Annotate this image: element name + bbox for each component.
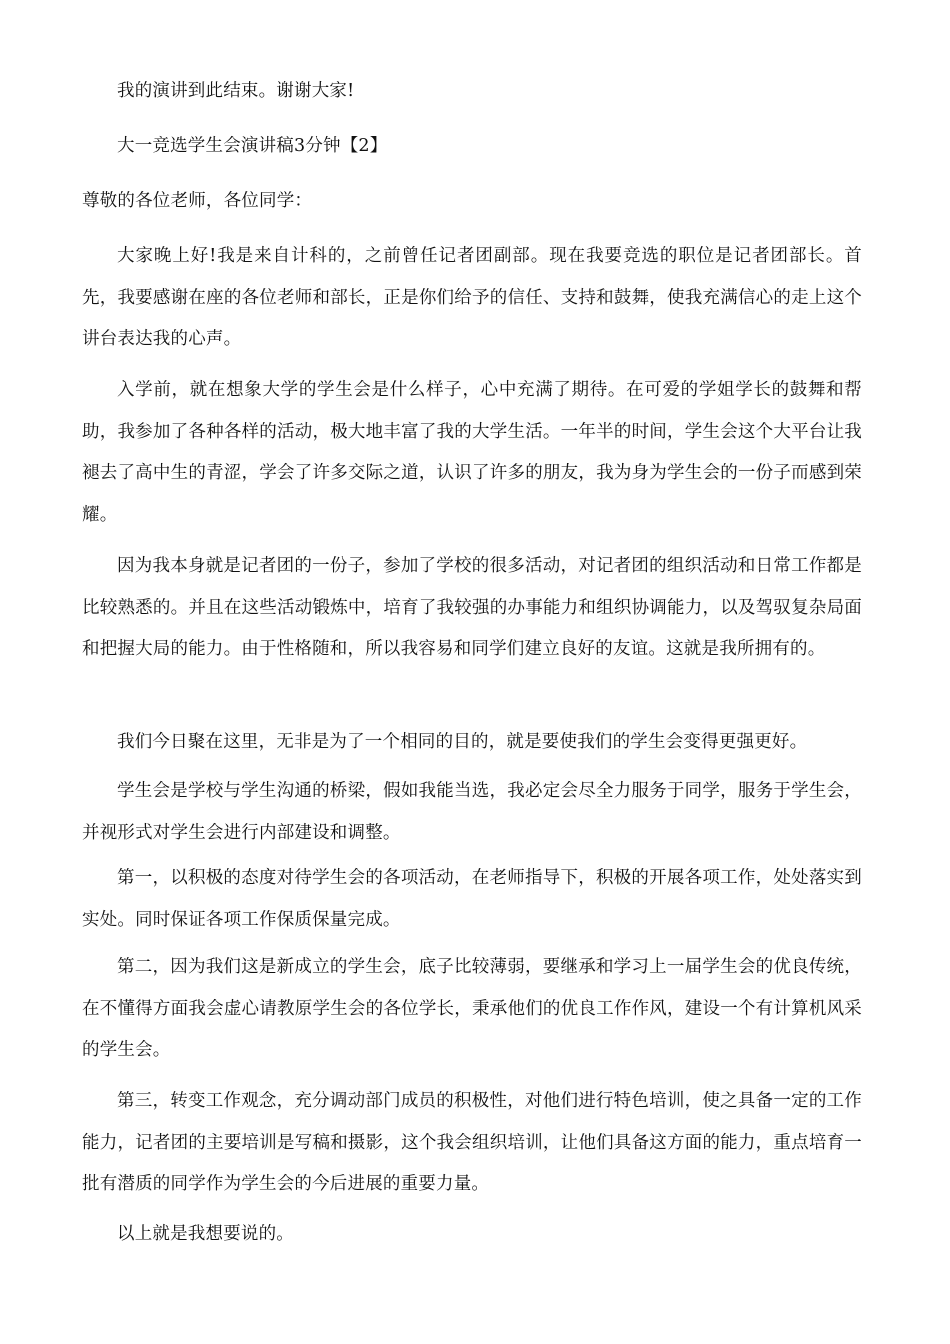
body-paragraph: 大家晚上好!我是来自计科的，之前曾任记者团副部。现在我要竞选的职位是记者团部长。首先，我要感谢在座的各位老师和部长，正是你们给予的信任、支持和鼓舞，使我充满信心的走上这个讲台表达我的心声。	[82, 246, 862, 349]
body-paragraph: 第三，转变工作观念，充分调动部门成员的积极性，对他们进行特色培训，使之具备一定的工作能力，记者团的主要培训是写稿和摄影，这个我会组织培训，让他们具备这方面的能力，重点培育一批有潜质的同学作为学生会的今后进展的重要力量。	[82, 1091, 862, 1194]
body-paragraph: 我们今日聚在这里，无非是为了一个相同的目的，就是要使我们的学生会变得更强更好。	[117, 732, 808, 752]
closing-paragraph: 以上就是我想要说的。	[117, 1224, 294, 1244]
body-paragraph: 因为我本身就是记者团的一份子，参加了学校的很多活动，对记者团的组织活动和日常工作都是比较熟悉的。并且在这些活动锻炼中，培育了我较强的办事能力和组织协调能力，以及驾驭复杂局面和把握大局的能力。由于性格随和，所以我容易和同学们建立良好的友谊。这就是我所拥有的。	[82, 556, 862, 659]
body-paragraph: 学生会是学校与学生沟通的桥梁，假如我能当选，我必定会尽全力服务于同学，服务于学生会，并视形式对学生会进行内部建设和调整。	[82, 781, 862, 843]
body-paragraph: 第一，以积极的态度对待学生会的各项活动，在老师指导下，积极的开展各项工作，处处落实到实处。同时保证各项工作保质保量完成。	[82, 868, 862, 930]
closing-sentence: 我的演讲到此结束。谢谢大家!	[117, 81, 355, 101]
salutation: 尊敬的各位老师，各位同学：	[82, 191, 313, 211]
section-title: 大一竞选学生会演讲稿3分钟【2】	[117, 136, 388, 156]
body-paragraph: 入学前，就在想象大学的学生会是什么样子，心中充满了期待。在可爱的学姐学长的鼓舞和帮助，我参加了各种各样的活动，极大地丰富了我的大学生活。一年半的时间，学生会这个大平台让我褪去了高中生的青涩，学会了许多交际之道，认识了许多的朋友，我为身为学生会的一份子而感到荣耀。	[82, 380, 862, 525]
body-paragraph: 第二，因为我们这是新成立的学生会，底子比较薄弱，要继承和学习上一届学生会的优良传统，在不懂得方面我会虚心请教原学生会的各位学长，秉承他们的优良工作作风，建设一个有计算机风采的学生会。	[82, 957, 862, 1060]
